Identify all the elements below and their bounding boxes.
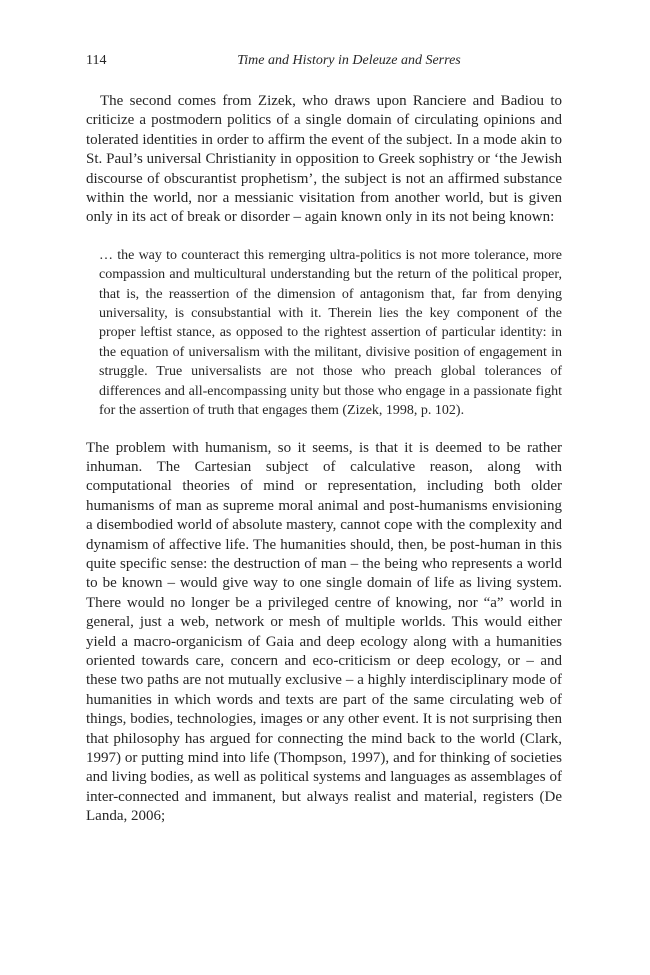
block-quote: … the way to counteract this remerging ultra-politics is not more tolerance, more compassion and multicultural understanding but the return of the political proper, that is, the reassertion of the dimension of antagonism that, far from denying universality, is consubstantial with it. Therein lies the key component of the proper leftist stance, as opposed to the rightest assertion of particular identity: in the equation of universalism with the militant, divisive position of engagement in struggle. True universalists are not those who preach global tolerances of differences and all-encompassing unity but those who engage in a passionate fight for the assertion of truth that engages them (Zizek, 1998, p. 102).: [99, 247, 562, 419]
body-paragraph-second: The problem with humanism, so it seems, is that it is deemed to be rather inhuman. The Cartesian subject of calculative reason, along with computational theories of mind or representation, including both older humanisms of man as supreme moral animal and post-humanisms envisioning a disembodied world of absolute mastery, cannot cope with the complexity and dynamism of affective life. The humanities should, then, be post-human in this quite specific sense: the destruction of man – the being who represents a world to be known – would give way to one single domain of life as living system. There would no longer be a privileged centre of knowing, nor “a” world in general, just a web, network or mesh of multiple worlds. This would either yield a macro-organicism of Gaia and deep ecology along with a humanities oriented towards care, concern and eco-criticism or deep ecology, or – and these two paths are not mutually exclusive – a highly interdisciplinary mode of humanities in which words and texts are part of the same circulating web of things, bodies, technologies, images or any other event. It is not surprising then that philosophy has argued for connecting the mind back to the world (Clark, 1997) or putting mind into life (Thompson, 1997), and for thinking of societies and living bodies, as well as political systems and languages as assemblages of inter-connected and immanent, but always realist and material, registers (De Landa, 2006;: [86, 439, 562, 825]
running-head: [86, 50, 562, 72]
book-page: [86, 50, 562, 827]
book-title: Time and History in Deleuze and Serres: [237, 53, 461, 68]
body-paragraph-first: The second comes from Zizek, who draws upon Ranciere and Badiou to criticize a postmodern politics of a single domain of circulating opinions and tolerated identities in order to affirm the event of the subject. In a mode akin to St. Paul’s universal Christianity in opposition to Greek sophistry or ‘the Jewish discourse of obscurantist prophetism’, the subject is not an affirmed substance within the world, nor a messianic visitation from another world, but is given only in its act of break or disorder – again known only in its not being known:: [86, 93, 562, 226]
page-number: 114: [86, 53, 107, 68]
